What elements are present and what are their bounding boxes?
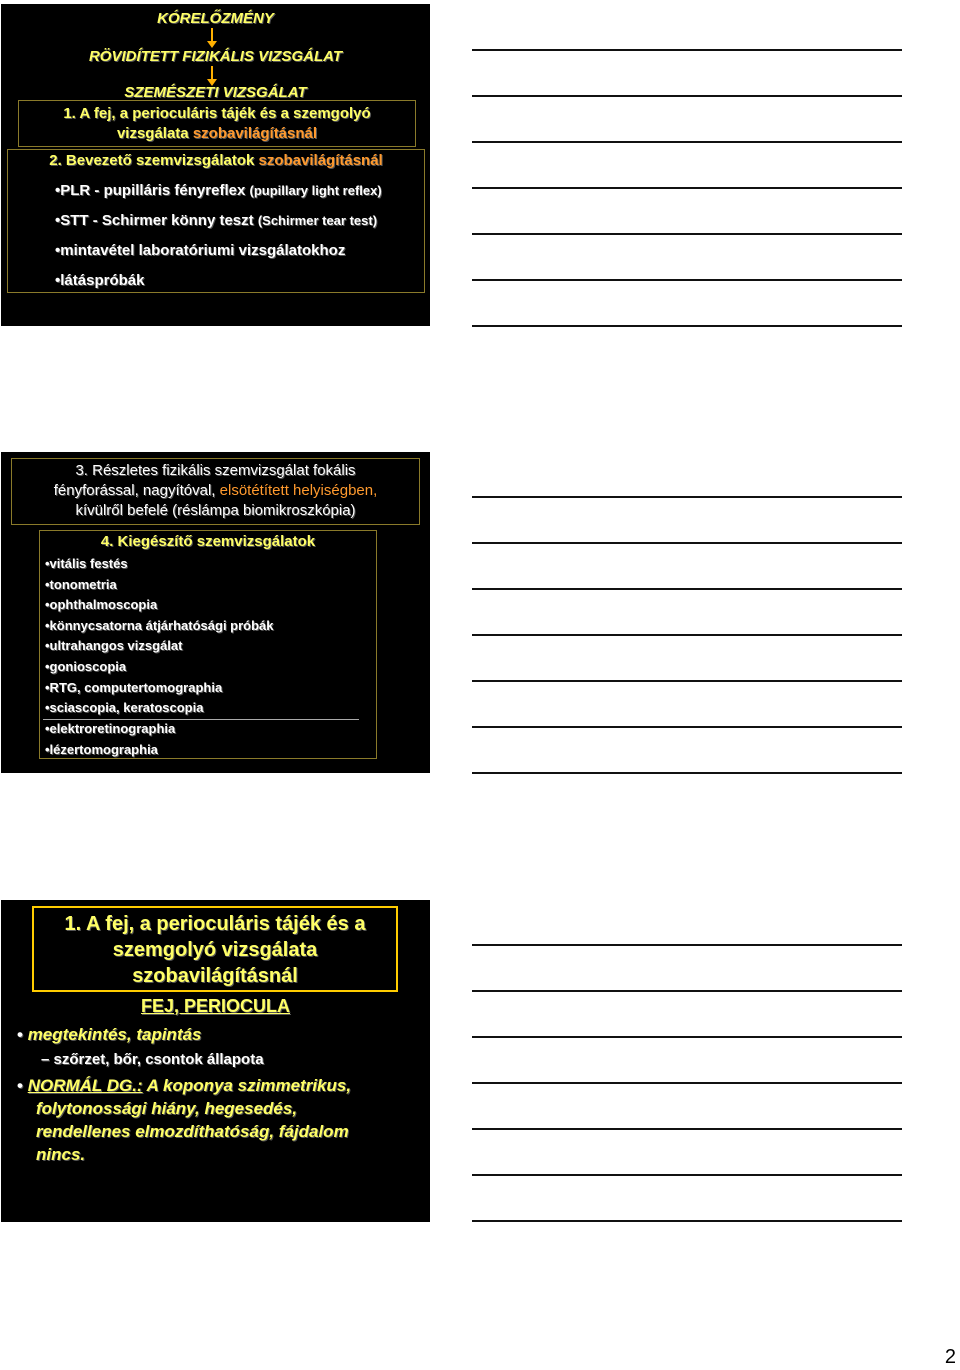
list-text: nincs. <box>36 1145 86 1164</box>
note-line <box>472 634 902 636</box>
list-item: •sciascopia, keratoscopia <box>45 700 204 715</box>
list-item: •könnycsatorna átjárhatósági próbák <box>45 618 274 633</box>
list-item: •látáspróbák <box>55 272 145 289</box>
list-item: • megtekintés, tapintás <box>17 1025 202 1044</box>
slide-1 <box>1 4 430 326</box>
note-line <box>472 187 902 189</box>
slide-title: szemgolyó vizsgálata <box>112 939 318 961</box>
list-item: •mintavétel laboratóriumi vizsgálatokhoz <box>55 242 346 259</box>
note-line <box>472 588 902 590</box>
note-line <box>472 944 902 946</box>
note-line <box>472 95 902 97</box>
list-text: rendellenes elmozdíthatóság, fájdalom <box>36 1122 349 1141</box>
item-text: kívülről befelé (réslámpa biomikroszkópia) <box>75 502 356 519</box>
step-label: RÖVIDÍTETT FIZIKÁLIS VIZSGÁLAT <box>88 48 343 65</box>
list-item: •tonometria <box>45 577 117 592</box>
slide-3 <box>1 900 430 1222</box>
item-text: 1. A fej, a perioculáris tájék és a szemgolyó <box>63 105 371 122</box>
note-line <box>472 542 902 544</box>
note-line <box>472 1128 902 1130</box>
note-line <box>472 279 902 281</box>
list-item: • NORMÁL DG.: A koponya szimmetrikus, <box>17 1076 352 1095</box>
list-item: •ophthalmoscopia <box>45 597 158 612</box>
note-line <box>472 772 902 774</box>
list-item: •vitális festés <box>45 556 128 571</box>
note-line <box>472 49 902 51</box>
item-text: 2. Bevezető szemvizsgálatok szobavilágításnál <box>49 152 383 169</box>
list-item: •gonioscopia <box>45 659 127 674</box>
note-line <box>472 1082 902 1084</box>
page-number: 2 <box>944 1346 956 1368</box>
slide-title: szobavilágításnál <box>132 965 298 987</box>
slide-2 <box>1 452 430 773</box>
note-line <box>472 1220 902 1222</box>
note-line <box>472 1036 902 1038</box>
arrow-down-icon <box>211 66 213 80</box>
list-text: folytonossági hiány, hegesedés, <box>36 1099 298 1118</box>
note-line <box>472 680 902 682</box>
note-line <box>472 1174 902 1176</box>
note-line <box>472 325 902 327</box>
list-item: •RTG, computertomographia <box>45 680 223 695</box>
list-item: •STT - Schirmer könny teszt (Schirmer tear test) <box>55 212 378 229</box>
item-text: vizsgálata szobavilágításnál <box>116 125 318 142</box>
list-item: – szőrzet, bőr, csontok állapota <box>41 1051 264 1068</box>
note-line <box>472 726 902 728</box>
list-item: •lézertomographia <box>45 742 158 757</box>
note-line <box>472 990 902 992</box>
divider <box>43 719 359 720</box>
arrow-down-icon <box>211 28 213 42</box>
note-line <box>472 233 902 235</box>
item-text: fényforással, nagyítóval, elsötétített helyiségben, <box>53 482 378 499</box>
slide-title: 1. A fej, a perioculáris tájék és a <box>64 913 366 935</box>
note-line <box>472 141 902 143</box>
list-item: •ultrahangos vizsgálat <box>45 638 183 653</box>
list-item: •elektroretinographia <box>45 721 176 736</box>
note-line <box>472 496 902 498</box>
step-label: SZEMÉSZETI VIZSGÁLAT <box>124 84 307 101</box>
item-text: 4. Kiegészítő szemvizsgálatok <box>100 533 316 550</box>
slide-title: KÓRELŐZMÉNY <box>157 10 274 27</box>
item-text: 3. Részletes fizikális szemvizsgálat fokális <box>75 462 356 479</box>
list-item: •PLR - pupilláris fényreflex (pupillary light reflex) <box>55 182 382 199</box>
subtitle: FEJ, PERIOCULA <box>140 996 291 1016</box>
